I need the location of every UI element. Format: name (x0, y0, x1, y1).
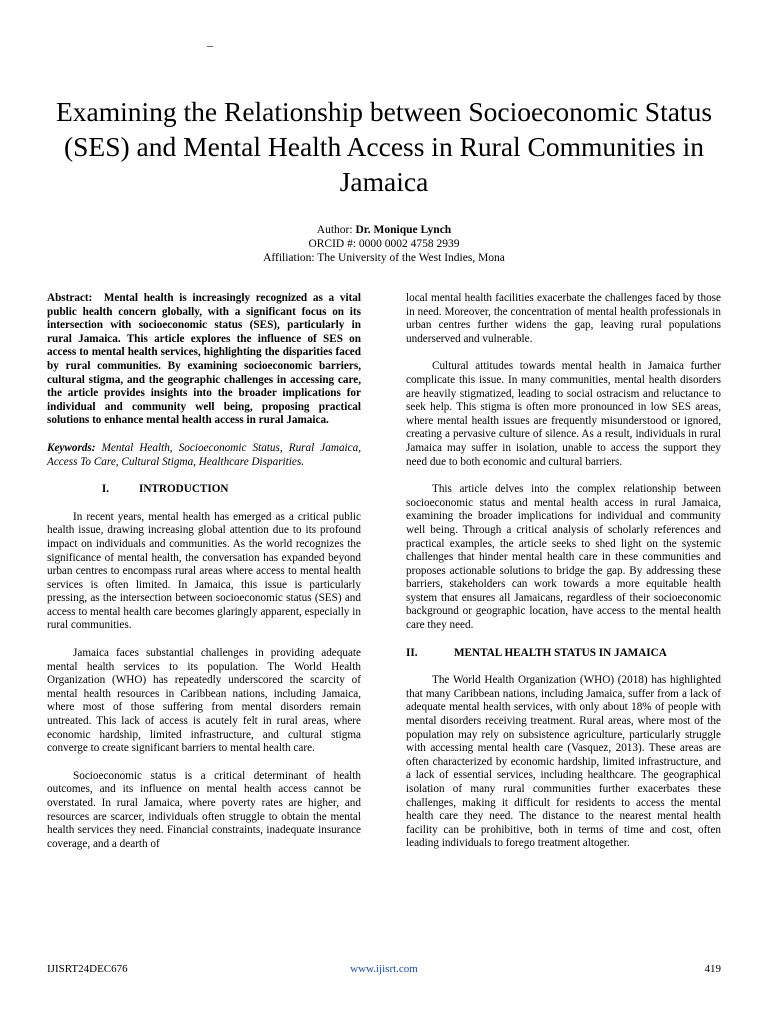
footer-page-number: 419 (704, 963, 721, 975)
left-column (47, 292, 361, 865)
keywords-text: Mental Health, Socioeconomic Status, Rural Jamaica, Access To Care, Cultural Stigma, Healthcare Disparities. (47, 441, 362, 468)
section-title: INTRODUCTION (139, 483, 229, 496)
header-dash: – (207, 38, 213, 52)
paragraph: This article delves into the complex relationship between socioeconomic status and mental health access in rural Jamaica, examining the broader implications for individual and community well being. Through a critical analysis of scholarly references and practical examples, the article seeks to shed light on the systemic challenges that hinder mental health care in these communities and proposes actionable solutions to bridge the gap. By addressing these barriers, stakeholders can work towards a more equitable health system that ensures all Jamaicans, regardless of their socioeconomic background or geographic location, have access to the mental health care they need. (406, 483, 721, 632)
section-title: MENTAL HEALTH STATUS IN JAMAICA (454, 646, 667, 659)
keywords-label: Keywords: (47, 441, 96, 454)
section-heading-mental-health-status (406, 647, 721, 661)
affiliation-line: Affiliation: The University of the West Indies, Mona (263, 252, 505, 264)
section-heading-introduction (47, 483, 361, 497)
abstract-label: Abstract: (47, 292, 93, 304)
section-number: I. (101, 483, 109, 496)
abstract-text: Mental health is increasingly recognized as a vital public health concern globally, with a significant focus on its intersection with socioeconomic status (SES), particularly in rural Jamaica. This article explores the influence of SES on access to mental health services, highlighting the disparities faced by rural communities. By examining socioeconomic barriers, cultural stigma, and the geographic challenges in accessing care, the article provides insights into the broader implications for individual and community well being, proposing practical solutions to enhance mental health access in rural Jamaica. (47, 292, 361, 427)
author-name: Dr. Monique Lynch (355, 224, 452, 236)
author-line (0, 223, 768, 237)
author-label: Author: (316, 224, 356, 236)
paragraph: local mental health facilities exacerbate the challenges faced by those in need. Moreover, the concentration of mental health professionals in urban centres further widens the gap, leaving rural populations underserved and vulnerable. (406, 292, 721, 345)
paragraph: Cultural attitudes towards mental health in Jamaica further complicate this issue. In many communities, mental health disorders are heavily stigmatized, leading to social ostracism and reluctance to seek help. This stigma is often more pronounced in low SES areas, where mental health issues are frequently misunderstood or ignored, creating a pervasive culture of silence. As a result, individuals in rural Jamaica may suffer in isolation, unable to access the support they need due to both economic and cultural barriers. (406, 360, 721, 468)
paragraph: Jamaica faces substantial challenges in providing adequate mental health services to its population. The World Health Organization (WHO) has repeatedly underscored the scarcity of mental health resources in Caribbean nations, including Jamaica, where most of those suffering from mental disorders remain untreated. This lack of access is acutely felt in rural areas, where economic hardship, limited infrastructure, and cultural stigma converge to create significant barriers to mental health care. (47, 647, 361, 755)
abstract (47, 292, 361, 428)
paragraph: In recent years, mental health has emerged as a critical public health issue, drawing increasing global attention due to its profound impact on individuals and communities. As the world recognizes the significance of mental health, the conversation has expanded beyond urban centres to encompass rural areas where access to mental health services is often limited. In Jamaica, this issue is particularly pressing, as the intersection between socioeconomic status (SES) and access to mental health care becomes glaringly apparent, especially in rural communities. (47, 510, 361, 632)
footer-paper-id: IJISRT24DEC676 (47, 963, 128, 975)
keywords (47, 442, 361, 469)
paragraph: Socioeconomic status is a critical determinant of health outcomes, and its influence on mental health access cannot be overstated. In rural Jamaica, where poverty rates are higher, and resources are scarcer, individuals often struggle to obtain the mental health services they need. Financial constraints, inadequate insurance coverage, and a dearth of (47, 769, 361, 850)
footer-website-link[interactable]: www.ijisrt.com (350, 963, 418, 975)
author-block (0, 223, 768, 265)
orcid-line: ORCID #: 0000 0002 4758 2939 (308, 238, 460, 250)
paper-title: Examining the Relationship between Socioeconomic Status (SES) and Mental Health Access in Rural Communities in Jamaica (55, 96, 713, 197)
paragraph: The World Health Organization (WHO) (2018) has highlighted that many Caribbean nations, including Jamaica, suffer from a lack of adequate mental health services, with only about 18% of people with mental disorders receiving treatment. Rural areas, where most of the population may rely on subsistence agriculture, particularly struggle with accessing mental health care (Vasquez, 2013). These areas are often characterized by economic hardship, limited infrastructure, and a lack of essential services, including healthcare. The geographical isolation of many rural communities further exacerbates these challenges, making it difficult for residents to access the mental health care they need. The distance to the nearest mental health facility can be prohibitive, both in terms of time and cost, often leading individuals to forego treatment altogether. (406, 674, 721, 850)
section-number: II. (406, 646, 418, 659)
right-column (406, 292, 721, 865)
